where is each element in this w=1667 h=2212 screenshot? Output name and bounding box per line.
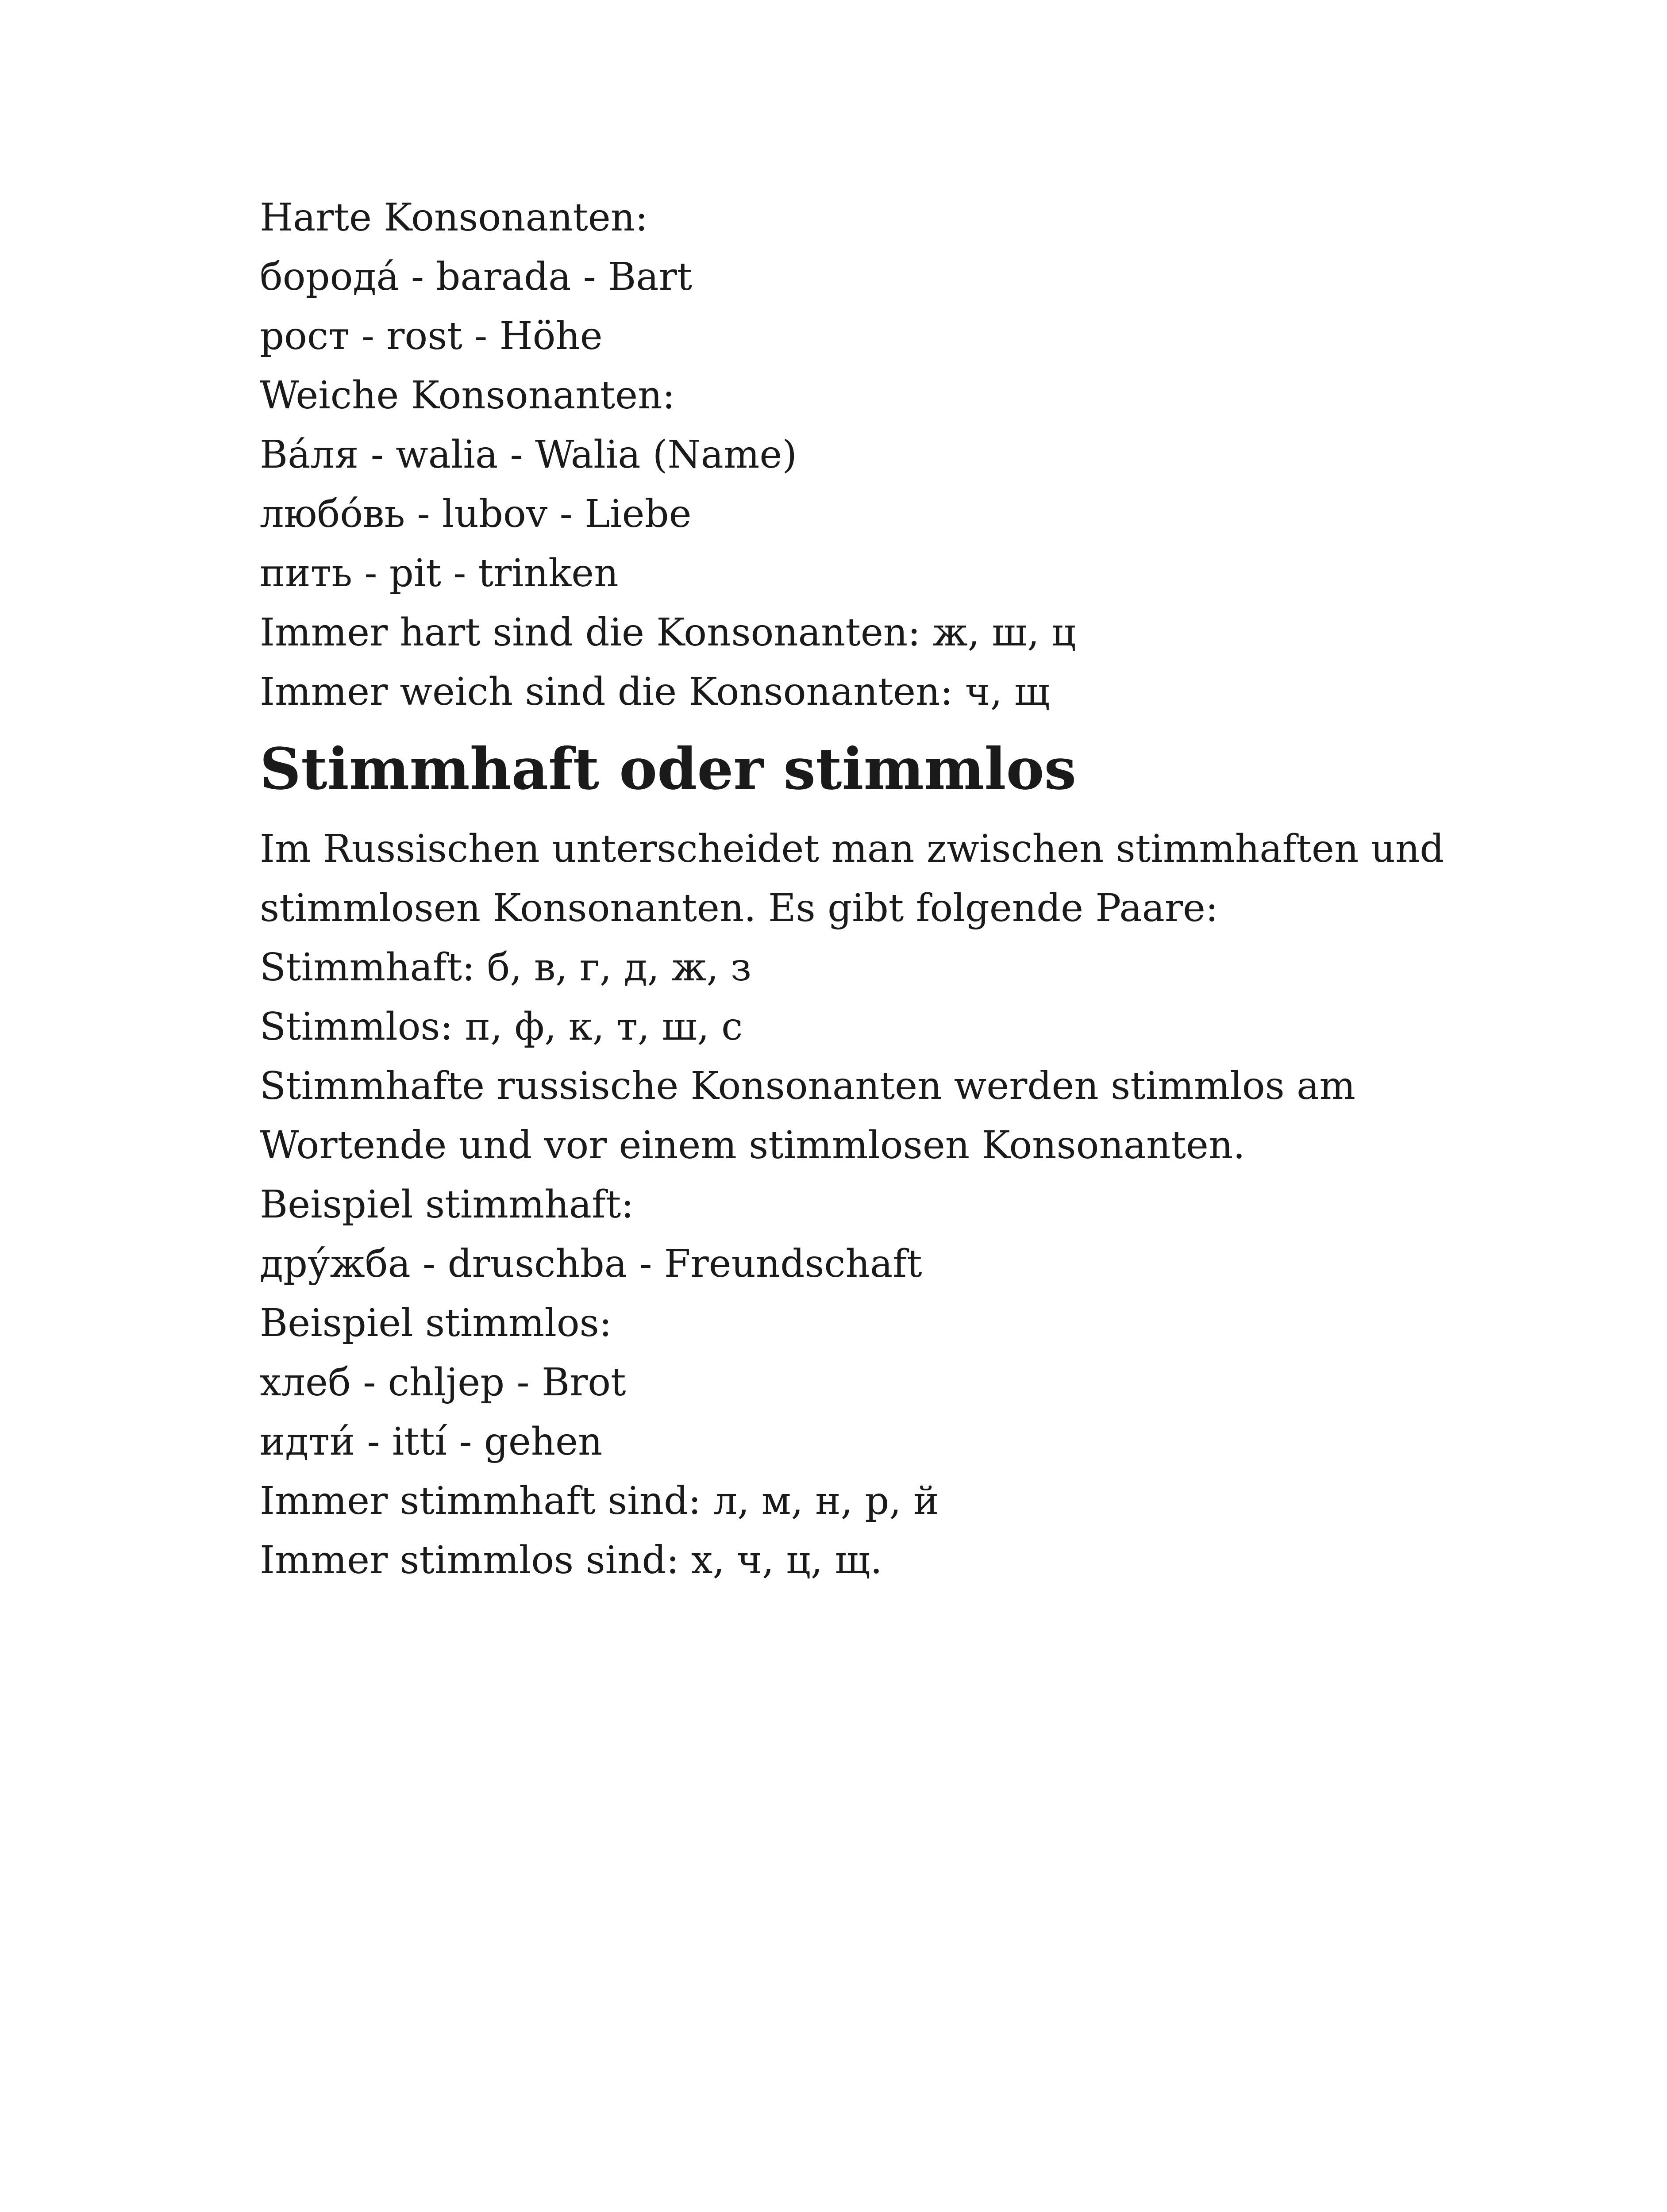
text-line: Immer hart sind die Konsonanten: ж, ш, ц: [260, 611, 1076, 655]
text-line: Immer weich sind die Konsonanten: ч, щ: [260, 670, 1050, 714]
voiced-voiceless-section: [260, 819, 1444, 1590]
text-line: Beispiel stimmlos:: [260, 1301, 612, 1345]
text-line: Im Russischen unterscheidet man zwischen stimmhaften und: [260, 827, 1444, 871]
section-heading-container: [260, 736, 1077, 803]
text-line: хлеб - chljep - Brot: [260, 1360, 626, 1405]
text-line: пить - pit - trinken: [260, 551, 619, 595]
text-line: Stimmhafte russische Konsonanten werden stimmlos am: [260, 1064, 1355, 1108]
text-line: Immer stimmlos sind: х, ч, ц, щ.: [260, 1538, 882, 1582]
text-line: любо́вь - lubov - Liebe: [260, 492, 692, 536]
text-line: Stimmlos: п, ф, к, т, ш, с: [260, 1005, 743, 1049]
text-line: рост - rost - Höhe: [260, 314, 603, 358]
text-line: Wortende und vor einem stimmlosen Konsonanten.: [260, 1123, 1245, 1167]
text-line: Stimmhaft: б, в, г, д, ж, з: [260, 945, 752, 990]
consonants-hard-soft-section: [260, 188, 1076, 722]
text-line: Harte Konsonanten:: [260, 196, 648, 240]
text-line: Immer stimmhaft sind: л, м, н, р, й: [260, 1479, 939, 1523]
text-line: Beispiel stimmhaft:: [260, 1183, 634, 1227]
text-line: борода́ - barada - Bart: [260, 255, 693, 299]
text-line: Weiche Konsonanten:: [260, 373, 675, 418]
text-line: Ва́ля - walia - Walia (Name): [260, 433, 797, 477]
text-line: дру́жба - druschba - Freundschaft: [260, 1242, 922, 1286]
text-line: идти́ - ittí - gehen: [260, 1420, 603, 1464]
section-heading: Stimmhaft oder stimmlos: [260, 736, 1077, 803]
text-line: stimmlosen Konsonanten. Es gibt folgende Paare:: [260, 886, 1218, 930]
